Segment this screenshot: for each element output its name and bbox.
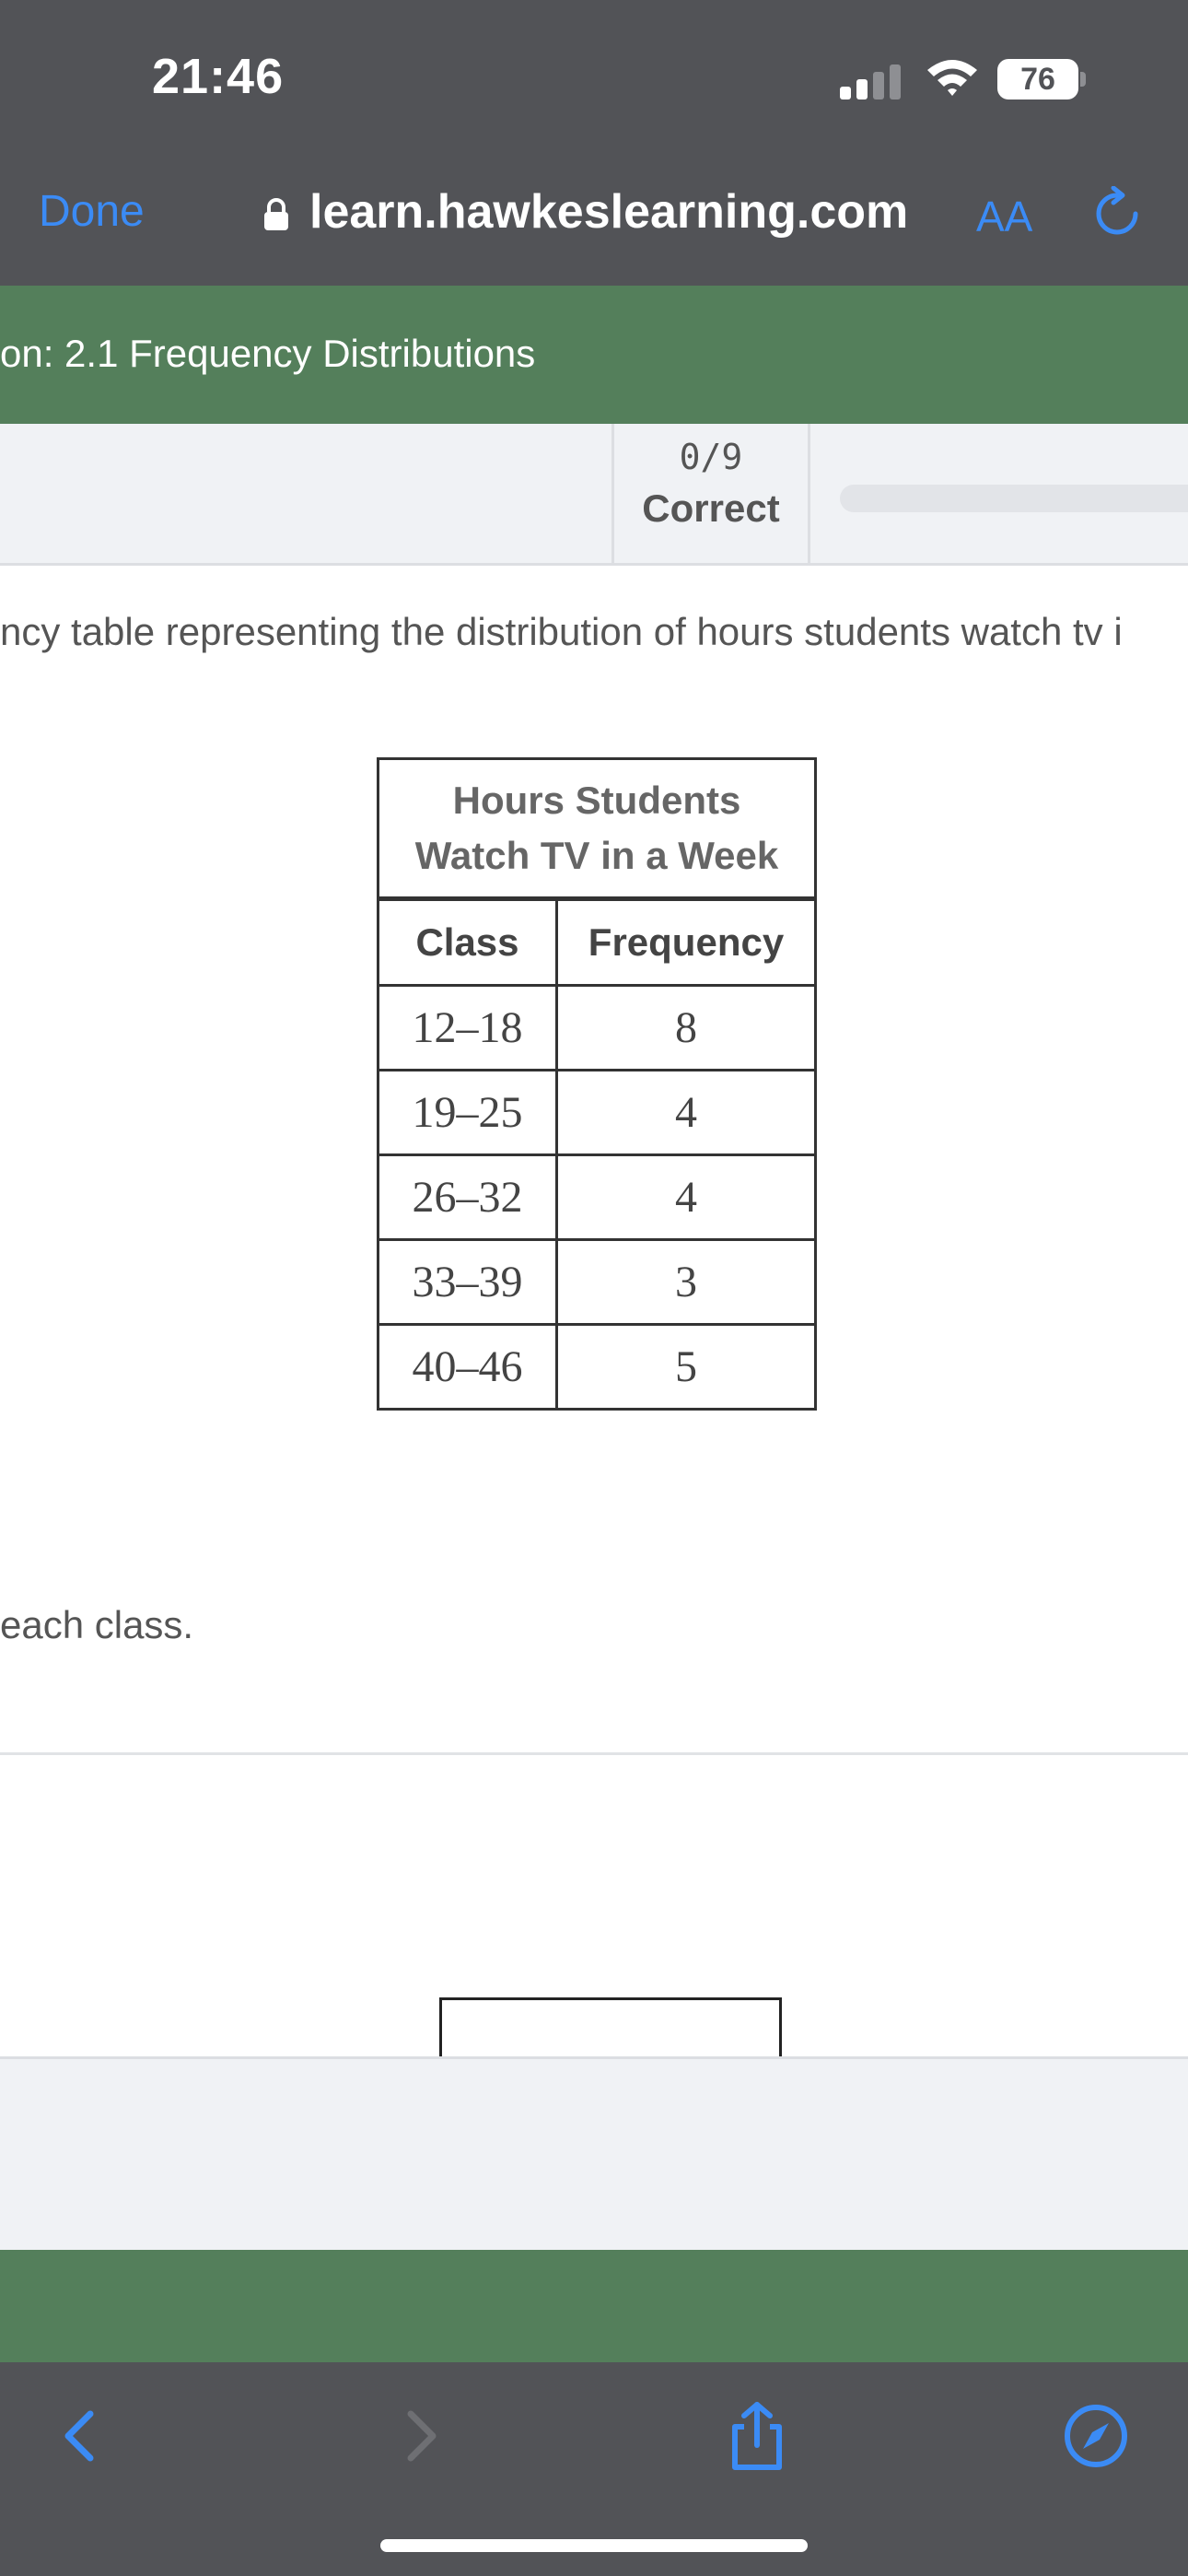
class-cell: 40–46: [379, 1325, 557, 1410]
class-cell: 19–25: [379, 1071, 557, 1155]
lock-icon: [262, 197, 290, 232]
wifi-icon: [926, 57, 979, 98]
forward-icon[interactable]: [385, 2399, 459, 2473]
table-title-line-1: Hours Students: [452, 779, 741, 822]
footer-bar: [0, 2250, 1188, 2362]
header-frequency: Frequency: [557, 899, 816, 986]
frequency-table: [377, 757, 817, 1411]
reload-icon[interactable]: [1089, 186, 1145, 241]
table-title-line-2: Watch TV in a Week: [414, 834, 779, 877]
class-cell: 26–32: [379, 1155, 557, 1240]
table-row: [379, 1155, 816, 1240]
text-size-button[interactable]: AA: [976, 193, 1033, 240]
question-text: ncy table representing the distribution of hours students watch tv i: [0, 610, 1123, 653]
progress-bar: [840, 485, 1188, 512]
share-icon[interactable]: [720, 2399, 794, 2473]
frequency-cell: 3: [557, 1240, 816, 1325]
frequency-cell: 4: [557, 1071, 816, 1155]
score-count: 0/9: [679, 437, 743, 477]
table-row: [379, 1071, 816, 1155]
section-title: on: 2.1 Frequency Distributions: [0, 332, 536, 375]
table-row: [379, 986, 816, 1071]
battery-tip: [1080, 72, 1086, 87]
back-icon[interactable]: [42, 2399, 116, 2473]
header-class: Class: [379, 899, 557, 986]
progress-row: [0, 424, 1188, 566]
browser-header: [0, 138, 1188, 286]
home-indicator[interactable]: [380, 2539, 808, 2552]
frequency-cell: 5: [557, 1325, 816, 1410]
compass-icon[interactable]: [1059, 2399, 1133, 2473]
score-label: Correct: [642, 486, 780, 530]
score-box: [611, 424, 810, 563]
frequency-cell: 8: [557, 986, 816, 1071]
battery-icon: 76: [997, 59, 1078, 100]
url-text[interactable]: learn.hawkeslearning.com: [309, 185, 909, 239]
class-cell: 12–18: [379, 986, 557, 1071]
instruction-text: each class.: [0, 1603, 194, 1646]
status-bar: [0, 0, 1188, 138]
table-title: [379, 759, 816, 899]
table-row: [379, 1325, 816, 1410]
class-cell: 33–39: [379, 1240, 557, 1325]
frequency-cell: 4: [557, 1155, 816, 1240]
status-time: 21:46: [152, 49, 285, 104]
divider: [0, 1752, 1188, 1755]
signal-icon: [840, 63, 904, 100]
section-header: [0, 286, 1188, 424]
action-panel: [0, 2056, 1188, 2250]
answer-input[interactable]: [439, 1997, 782, 2058]
table-row: [379, 1240, 816, 1325]
done-button[interactable]: Done: [39, 187, 145, 236]
